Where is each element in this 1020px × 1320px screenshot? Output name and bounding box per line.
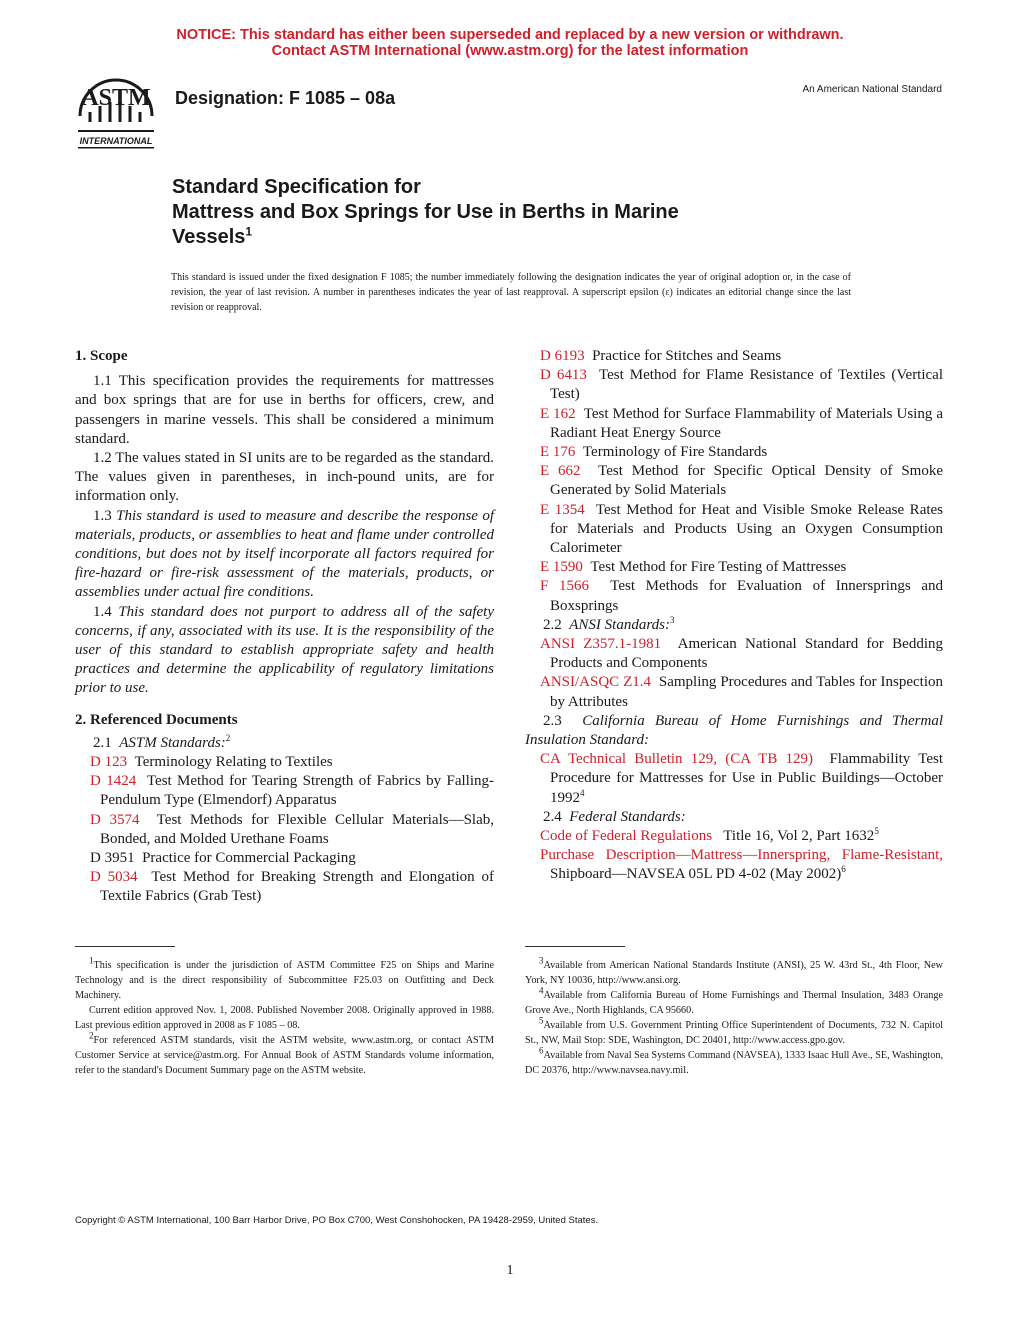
reference-code-link[interactable]: D 123: [90, 754, 128, 771]
footnote-text: For referenced ASTM standards, visit the ASTM website, www.astm.org, or contact ASTM Customer Service at service@astm.org. For Annual Book of ASTM Standards volume information, refer to the standard's Document Summary page on the ASTM website.: [75, 1035, 494, 1076]
reference-navsea: Purchase Description—Mattress—Innerspring, Flame-Resistant, Shipboard—NAVSEA 05L PD 4-02 (May 2002)$^6$: [540, 847, 943, 883]
reference-item: [90, 811, 494, 849]
reference-title: American National Standard for Bedding Products and Components: [550, 636, 943, 672]
footnote-text: Current edition approved Nov. 1, 2008. Published November 2008. Originally approved in 1988. Last previous edition approved in 2008 as F 1085 – 08.: [75, 1005, 494, 1031]
ca-tb-129-link[interactable]: CA Technical Bulletin 129, (CA TB 129): [540, 751, 814, 768]
scope-1-3: 1.3 This standard is used to measure and describe the response of materials, products, or assemblies to heat and flame under controlled conditions, but does not by itself incorporate all factors required for fire-hazard or fire-risk assessment of the materials, products, or assemblies under actual fire conditions.: [75, 507, 494, 601]
logo-international: INTERNATIONAL: [79, 136, 153, 146]
reference-item: [540, 673, 943, 711]
footnote-number: 4: [539, 985, 544, 996]
footnote-text: Available from U.S. Government Printing Office Superintendent of Documents, 732 N. Capitol St., NW, Mail Stop: SDE, Washington, DC 20401, http://www.access.gpo.gov.: [525, 1020, 943, 1046]
reference-code-link[interactable]: D 6193: [540, 348, 585, 364]
reference-ca-tb-129: CA Technical Bulletin 129, (CA TB 129) Flammability Test Procedure for Mattresses for Use in Public Buildings—October 1992$^4$: [540, 751, 943, 806]
astm-reference-list-right: [525, 347, 943, 616]
footnote: [525, 1045, 943, 1078]
copyright: Copyright © ASTM International, 100 Barr Harbor Drive, PO Box C700, West Conshohocken, PA 19428-2959, United States.: [75, 1215, 599, 1226]
reference-cfr: Code of Federal Regulations Title 16, Vol 2, Part 1632$^5$: [540, 826, 879, 845]
document-title: [172, 175, 679, 250]
reference-item: [90, 849, 494, 868]
reference-code-link[interactable]: D 6413: [540, 367, 587, 384]
right-column: [525, 347, 943, 885]
reference-code-link[interactable]: D 5034: [90, 869, 138, 886]
reference-code-link[interactable]: E 162: [540, 405, 576, 422]
footnote: [75, 1030, 494, 1078]
footnote-number: 6: [539, 1045, 544, 1056]
reference-item: [540, 405, 943, 443]
title-line-2: Mattress and Box Springs for Use in Berths in Marine: [172, 201, 679, 223]
footnote-rule-left: [75, 946, 175, 947]
title-line-1: Standard Specification for: [172, 176, 421, 198]
logo-wordmark: ASTM: [81, 85, 151, 111]
reference-item: [90, 868, 494, 906]
american-national-standard: An American National Standard: [802, 84, 942, 95]
designation: Designation: F 1085 – 08a: [175, 88, 396, 108]
reference-code-link[interactable]: E 1590: [540, 559, 583, 576]
reference-title: Test Method for Tearing Strength of Fabrics by Falling-Pendulum Type (Elmendorf) Apparatus: [100, 773, 495, 809]
reference-item: [540, 501, 943, 559]
footnote: [525, 1015, 943, 1048]
reference-code-link[interactable]: D 3574: [90, 811, 140, 828]
reference-item: [540, 558, 943, 577]
ansi-standards-label: 2.2 ANSI Standards:$^3$: [543, 614, 675, 633]
navsea-pd-link[interactable]: Purchase Description—Mattress—Innerspring, Flame-Resistant,: [540, 847, 943, 864]
astm-logo: [70, 72, 162, 152]
title-line-3: Vessels$^1$: [172, 224, 253, 248]
footnote-rule-right: [525, 946, 625, 947]
left-column: [75, 347, 494, 907]
federal-standards-label: 2.4 Federal Standards:: [543, 808, 686, 825]
reference-title: Practice for Stitches and Seams: [592, 348, 782, 364]
scope-1-2: 1.2 The values stated in SI units are to be regarded as the standard. The values given in parentheses, in inch-pound units, are for information only.: [75, 450, 494, 505]
reference-title: Test Methods for Flexible Cellular Materials—Slab, Bonded, and Molded Urethane Foams: [100, 811, 495, 847]
reference-item: [540, 462, 943, 500]
issuance-note: This standard is issued under the fixed designation F 1085; the number immediately following the designation indicates the year of original adoption or, in the case of revision, the year of last revision. A number in parentheses indicates the year of last reapproval. A superscript epsilon (ε) indicates an editorial change since the last revision or reapproval.: [171, 272, 851, 313]
reference-title: Test Method for Heat and Visible Smoke Release Rates for Materials and Products Using an Oxygen Consumption Calorimeter: [550, 501, 944, 557]
reference-title: Practice for Commercial Packaging: [142, 850, 356, 867]
scope-heading: 1. Scope: [75, 348, 128, 364]
notice-line-1: NOTICE: This standard has either been superseded and replaced by a new version or withdrawn.: [176, 27, 844, 43]
footnote: [75, 955, 494, 1003]
reference-title: Test Methods for Evaluation of Innersprings and Boxsprings: [550, 578, 943, 614]
footnote-number: 3: [539, 955, 544, 966]
reference-title: Terminology Relating to Textiles: [134, 754, 333, 771]
reference-item: [540, 635, 943, 673]
footnote-number: 1: [89, 955, 94, 966]
reference-item: [540, 577, 943, 615]
footnote: [75, 1003, 494, 1033]
footnote-number: 2: [89, 1030, 94, 1041]
notice-line-2: Contact ASTM International (www.astm.org) for the latest information: [271, 43, 749, 59]
footnotes-right: [525, 955, 943, 1078]
reference-item: [540, 366, 943, 404]
reference-code-link[interactable]: D 1424: [90, 773, 137, 790]
footnote: [525, 955, 943, 988]
scope-1-4: 1.4 This standard does not purport to address all of the safety concerns, if any, associated with its use. It is the responsibility of the user of this standard to establish appropriate safety and health practices and determine the applicability of regulatory limitations prior to use.: [75, 603, 495, 697]
california-standard-label: 2.3 California Bureau of Home Furnishings and Thermal Insulation Standard:: [525, 712, 944, 749]
reference-title: Terminology of Fire Standards: [582, 444, 768, 461]
reference-code-link[interactable]: E 662: [540, 463, 581, 480]
reference-code-link[interactable]: ANSI/ASQC Z1.4: [540, 674, 652, 691]
footnote-text: Available from California Bureau of Home Furnishings and Thermal Insulation, 3483 Orange Grove Ave., North Highlands, CA 95660.: [525, 990, 943, 1016]
footnotes-left: [75, 955, 494, 1078]
footnote-number: 5: [539, 1015, 544, 1026]
footnote: [525, 985, 943, 1018]
reference-code-link[interactable]: E 1354: [540, 501, 585, 518]
reference-code: D 3951: [90, 850, 135, 867]
reference-title: Test Method for Flame Resistance of Textiles (Vertical Test): [550, 367, 944, 403]
reference-code-link[interactable]: E 176: [540, 444, 576, 461]
title-footnote-ref: 1: [245, 224, 253, 239]
reference-title: Test Method for Surface Flammability of Materials Using a Radiant Heat Energy Source: [550, 405, 944, 441]
astm-standards-label: 2.1 ASTM Standards:$^2$: [93, 732, 231, 751]
footnote-text: This specification is under the jurisdiction of ASTM Committee F25 on Ships and Marine Technology and is the direct responsibility of Subcommittee F25.03 on Outfitting and Deck Machinery.: [75, 960, 494, 1001]
reference-item: [90, 753, 494, 772]
reference-title: Test Method for Fire Testing of Mattresses: [590, 559, 847, 576]
footnote-text: Available from American National Standards Institute (ANSI), 25 W. 43rd St., 4th Floor, New York, NY 10036, http://www.ansi.org.: [525, 960, 943, 986]
reference-title: Sampling Procedures and Tables for Inspection by Attributes: [550, 674, 943, 710]
reference-title: Test Method for Breaking Strength and Elongation of Textile Fabrics (Grab Test): [100, 869, 494, 905]
refdocs-heading: 2. Referenced Documents: [75, 711, 238, 728]
page-number: 1: [506, 1263, 514, 1278]
footnote-text: Available from Naval Sea Systems Command (NAVSEA), 1333 Isaac Hull Ave., SE, Washington, DC 20376, http://www.navsea.navy.mil.: [525, 1050, 943, 1076]
withdrawal-notice: [0, 27, 1020, 59]
ansi-reference-list: [525, 635, 943, 712]
reference-code-link[interactable]: F 1566: [540, 578, 589, 595]
reference-item: [540, 347, 943, 366]
cfr-link[interactable]: Code of Federal Regulations: [540, 828, 713, 845]
reference-code-link[interactable]: ANSI Z357.1-1981: [540, 636, 662, 653]
astm-reference-list-left: [75, 753, 494, 907]
reference-item: [90, 772, 494, 810]
reference-title: Test Method for Specific Optical Density of Smoke Generated by Solid Materials: [550, 463, 943, 499]
reference-item: [540, 443, 943, 462]
scope-1-1: 1.1 This specification provides the requirements for mattresses and box springs that are for use in berths for officers, crew, and passengers in marine vessels. This shall be considered a minimum standard.: [75, 373, 494, 447]
